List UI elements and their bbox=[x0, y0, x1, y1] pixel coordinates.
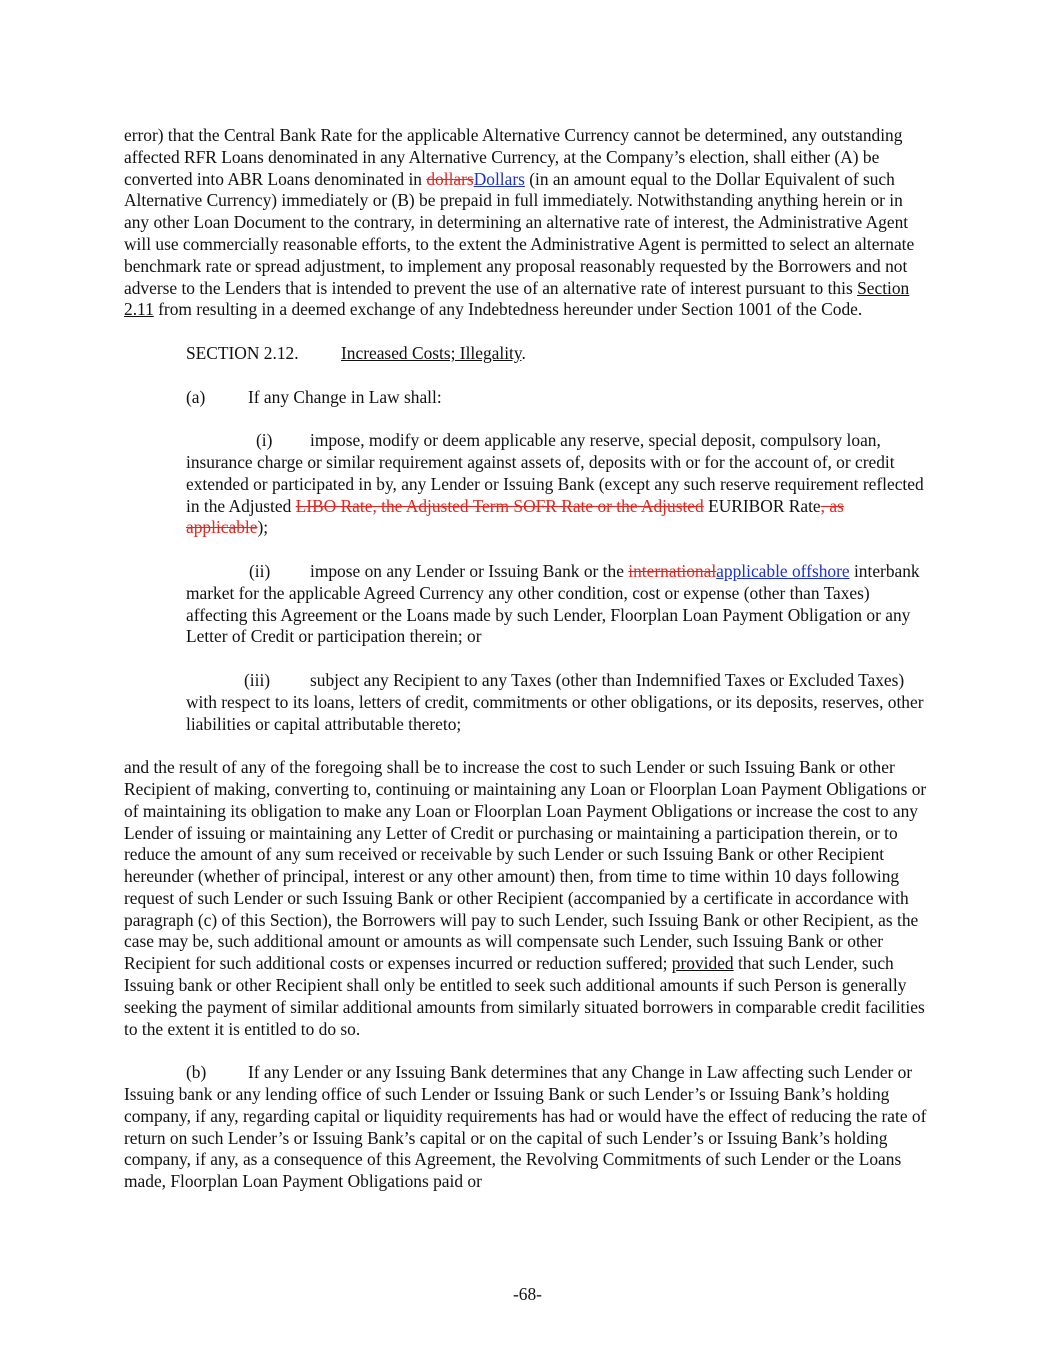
paragraph-continuation bbox=[124, 125, 930, 321]
clause-ii bbox=[124, 561, 930, 648]
deleted-text: international bbox=[628, 560, 717, 581]
text: that such Lender, such Issuing bank or other Recipient shall only be entitled to seek such additional amounts if such Person is generally seeking the payment of similar additional amounts from similarly situated borrowers in comparable credit facilities to the extent it is entitled to do so. bbox=[124, 953, 925, 1039]
provided-term: provided bbox=[671, 953, 734, 974]
clause-iii bbox=[124, 670, 930, 735]
section-number: SECTION 2.12. bbox=[186, 342, 299, 363]
clause-a bbox=[124, 387, 930, 409]
clause-text: If any Lender or any Issuing Bank determines that any Change in Law affecting such Lender or Issuing bank or any lending office of such Lender or Issuing Bank or such Lender’s or Issuing Bank’s holding company, if any, regarding capital or liquidity requirements has had or would have the effect of reducing the rate of return on such Lender’s or Issuing Bank’s capital or on the capital of such Lender’s or Issuing Bank’s holding company, if any, as a consequence of this Agreement, the Revolving Commitments of such Lender or the Loans made, Floorplan Loan Payment Obligations paid or bbox=[124, 1062, 927, 1192]
clause-label: (ii) bbox=[249, 560, 271, 581]
text: and the result of any of the foregoing shall be to increase the cost to such Lender or such Issuing Bank or other Recipient of making, converting to, continuing or maintaining any Loan or Floorplan Loan Payment Obligations or of maintaining its obligation to make any Loan or Floorplan Loan Payment Obligations or increase the cost to any Lender of issuing or maintaining any Letter of Credit or purchasing or maintaining a participation therein, or to reduce the amount of any sum received or receivable by such Lender or such Issuing Bank or other Recipient hereunder (whether of principal, interest or any other amount) then, from time to time within 10 days following request of such Lender or such Issuing Bank or other Recipient (accompanied by a certificate in accordance with paragraph (c) of this Section), the Borrowers will pay to such Lender, such Issuing Bank or other Recipient, as the case may be, such additional amount or amounts as will compensate such Lender, such Issuing Bank or other Recipient for such additional costs or expenses incurred or reduction suffered; bbox=[124, 757, 927, 974]
clause-b bbox=[124, 1062, 930, 1193]
text: impose on any Lender or Issuing Bank or the bbox=[310, 560, 629, 581]
text: from resulting in a deemed exchange of any Indebtedness hereunder under Section 1001 of the Code. bbox=[153, 299, 863, 320]
text: ); bbox=[257, 517, 269, 538]
clause-i bbox=[124, 430, 930, 539]
text: interbank market for the applicable Agreed Currency any other condition, cost or expense (other than Taxes) affecting this Agreement or the Loans made by such Lender, Floorplan Loan Payment Obligation or any Letter of Credit or participation therein; or bbox=[186, 560, 920, 647]
inserted-text: applicable offshore bbox=[716, 560, 850, 581]
text: error) that the Central Bank Rate for the applicable Alternative Currency cannot be determined, any outstanding affected RFR Loans denominated in any Alternative Currency, at the Company’s election, shall either (A) be converted into ABR Loans denominated in bbox=[124, 125, 903, 189]
text: . bbox=[521, 342, 526, 363]
clause-text: subject any Recipient to any Taxes (other than Indemnified Taxes or Excluded Taxes) with respect to its loans, letters of credit, commitments or other obligations, or its deposits, reserves, other liabilities or capital attributable thereto; bbox=[186, 669, 924, 734]
clause-label: (b) bbox=[186, 1062, 207, 1083]
inserted-text: Dollars bbox=[473, 168, 525, 189]
clause-label: (i) bbox=[256, 430, 273, 451]
text: EURIBOR Rate bbox=[703, 495, 821, 516]
clause-label: (a) bbox=[186, 386, 206, 407]
text: (in an amount equal to the Dollar Equivalent of such Alternative Currency) immediately or (B) be prepaid in full immediately. Notwithstanding anything herein or in any other Loan Document to the contrary, in determining an alternative rate of interest, the Administrative Agent will use commercially reasonable efforts, to the extent the Administrative Agent is permitted to select an alternate benchmark rate or spread adjustment, to implement any proposal reasonably requested by the Borrowers and not adverse to the Lenders that is intended to prevent the use of an alternative rate of interest pursuant to this bbox=[124, 168, 915, 298]
deleted-text: , as applicable bbox=[186, 495, 844, 538]
page-number: -68- bbox=[513, 1284, 542, 1304]
clause-label: (iii) bbox=[244, 669, 271, 690]
deleted-text: dollars bbox=[426, 168, 474, 189]
paragraph-result bbox=[124, 757, 930, 1040]
section-reference: Section 2.11 bbox=[124, 277, 910, 320]
deleted-text: LIBO Rate, the Adjusted Term SOFR Rate or the Adjusted bbox=[295, 495, 704, 516]
text: impose, modify or deem applicable any reserve, special deposit, compulsory loan, insurance charge or similar requirement against assets of, deposits with or for the account of, or credit extended or participated in by, any Lender or Issuing Bank (except any such reserve requirement reflected in the Adjusted bbox=[186, 430, 924, 516]
clause-text: If any Change in Law shall: bbox=[248, 386, 442, 407]
document-page bbox=[124, 125, 930, 1193]
section-heading bbox=[124, 343, 930, 365]
section-title: Increased Costs; Illegality bbox=[341, 342, 522, 363]
